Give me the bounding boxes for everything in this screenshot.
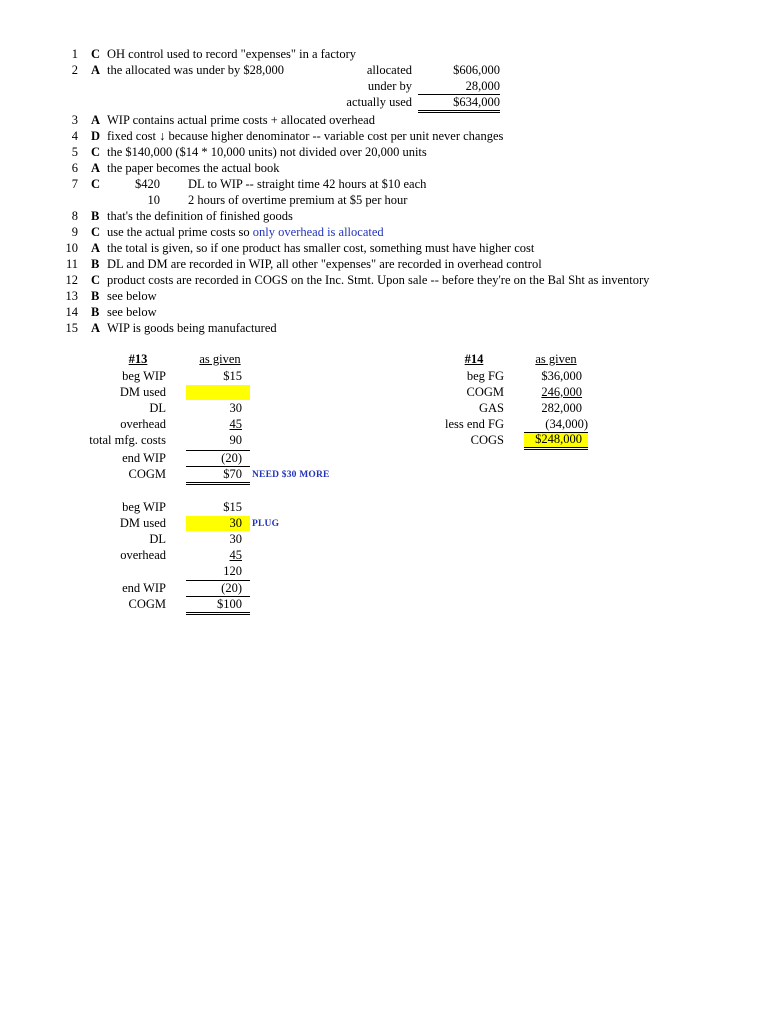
answer-explanation xyxy=(107,257,542,272)
solved-label-dl: DL xyxy=(149,532,166,546)
answer-number: 2 xyxy=(71,63,78,77)
q14-header: #14 xyxy=(464,352,484,366)
answer-explanation xyxy=(107,305,157,320)
q7-amount-1: $420 xyxy=(135,177,160,191)
answer-number: 5 xyxy=(71,145,78,159)
answer-letter: A xyxy=(91,63,101,77)
answer-explanation xyxy=(107,241,534,256)
q13-label-dl: DL xyxy=(149,401,166,415)
q7-text-1: DL to WIP -- straight time 42 hours at $10 each xyxy=(188,177,427,191)
q13-label-total: total mfg. costs xyxy=(89,433,166,447)
answer-letter: D xyxy=(91,129,101,143)
answer-explanation xyxy=(107,225,384,240)
actually-used-label: actually used xyxy=(346,95,412,109)
solved-value-beg-wip: $15 xyxy=(223,500,242,514)
q13-value-cogm: $70 xyxy=(186,466,250,485)
answer-letter: B xyxy=(91,257,100,271)
solved-value-end-wip: (20) xyxy=(186,580,250,596)
answer-letter: C xyxy=(91,47,101,61)
answer-explanation-text: use the actual prime costs so xyxy=(107,225,253,239)
q14-label-gas: GAS xyxy=(478,401,504,415)
answer-letter: C xyxy=(91,177,101,191)
answer-explanation-text: the allocated was under by $28,000 xyxy=(107,63,285,77)
answer-explanation-text: that's the definition of finished goods xyxy=(107,209,293,223)
q14-value-gas: 282,000 xyxy=(541,401,582,415)
q14-value-cogs: $248,000 xyxy=(524,432,588,450)
answer-number: 7 xyxy=(71,177,78,191)
answer-number: 1 xyxy=(71,47,78,61)
q14-value-cogm: 246,000 xyxy=(541,385,582,399)
answer-explanation xyxy=(107,129,503,144)
q13-value-overhead: 45 xyxy=(229,417,242,431)
answer-number: 14 xyxy=(65,305,78,319)
answer-explanation-text: see below xyxy=(107,289,157,303)
solved-label-beg-wip: beg WIP xyxy=(122,500,166,514)
q14-label-beg-fg: beg FG xyxy=(466,369,504,383)
q7-amount-2: 10 xyxy=(147,193,160,207)
q7-text-2: 2 hours of overtime premium at $5 per hour xyxy=(188,193,408,207)
answer-explanation-text: the total is given, so if one product has smaller cost, something must have higher cost xyxy=(107,241,535,255)
q13-label-end-wip: end WIP xyxy=(122,451,166,465)
answer-explanation xyxy=(107,47,356,62)
answer-explanation xyxy=(107,113,375,128)
solved-label-cogm: COGM xyxy=(128,597,166,611)
solved-label-end-wip: end WIP xyxy=(122,581,166,595)
answer-letter: A xyxy=(91,321,101,335)
answer-explanation xyxy=(107,145,427,160)
q14-value-beg-fg: $36,000 xyxy=(541,369,582,383)
q14-given-header: as given xyxy=(535,352,577,366)
answer-highlight-text: only overhead is allocated xyxy=(252,225,384,239)
answer-letter: A xyxy=(91,241,101,255)
answer-letter: B xyxy=(91,209,100,223)
answer-explanation xyxy=(107,63,284,78)
q13-value-end-wip: (20) xyxy=(186,450,250,466)
answer-letter: C xyxy=(91,273,101,287)
answer-explanation-text: WIP contains actual prime costs + allocated overhead xyxy=(107,113,375,127)
plug-note: PLUG xyxy=(252,519,280,529)
answer-explanation-text: WIP is goods being manufactured xyxy=(107,321,277,335)
actually-used-value: $634,000 xyxy=(418,94,500,113)
q13-value-dl: 30 xyxy=(229,401,242,415)
solved-value-dm-used: 30 xyxy=(229,516,242,530)
answer-number: 9 xyxy=(71,225,78,239)
q13-header: #13 xyxy=(128,352,148,366)
q13-value-total: 90 xyxy=(229,433,242,447)
answer-explanation-text: the paper becomes the actual book xyxy=(107,161,280,175)
answer-explanation xyxy=(107,209,293,224)
q13-label-cogm: COGM xyxy=(128,467,166,481)
dm-used-highlight xyxy=(186,385,250,400)
answer-letter: A xyxy=(91,161,101,175)
answer-explanation-text: DL and DM are recorded in WIP, all other "expenses" are recorded in overhead control xyxy=(107,257,542,271)
allocated-label: allocated xyxy=(366,63,412,77)
under-by-value: 28,000 xyxy=(465,79,500,93)
solved-value-dl: 30 xyxy=(229,532,242,546)
q14-label-end-fg: less end FG xyxy=(444,417,504,431)
answer-number: 13 xyxy=(65,289,78,303)
answer-explanation xyxy=(107,273,649,288)
answer-explanation xyxy=(107,321,277,336)
answer-letter: C xyxy=(91,225,101,239)
q13-value-beg-wip: $15 xyxy=(223,369,242,383)
q14-label-cogm: COGM xyxy=(466,385,504,399)
answer-letter: B xyxy=(91,289,100,303)
q13-given-header: as given xyxy=(199,352,241,366)
answer-number: 4 xyxy=(71,129,78,143)
answer-explanation-text: the $140,000 ($14 * 10,000 units) not divided over 20,000 units xyxy=(107,145,427,159)
answer-number: 3 xyxy=(71,113,78,127)
q13-label-overhead: overhead xyxy=(120,417,166,431)
q14-label-cogs: COGS xyxy=(470,433,504,447)
answer-explanation-text: fixed cost ↓ because higher denominator -- variable cost per unit never changes xyxy=(107,129,504,143)
allocated-value: $606,000 xyxy=(453,63,500,77)
solved-value-subtotal: 120 xyxy=(223,564,242,578)
answer-letter: B xyxy=(91,305,100,319)
solved-value-overhead: 45 xyxy=(229,548,242,562)
answer-explanation-text: product costs are recorded in COGS on the Inc. Stmt. Upon sale -- before they're on the Bal Sht as inventory xyxy=(107,273,650,287)
q13-label-beg-wip: beg WIP xyxy=(122,369,166,383)
under-by-label: under by xyxy=(367,79,412,93)
answer-letter: A xyxy=(91,113,101,127)
answer-number: 11 xyxy=(65,257,78,271)
answer-explanation-text: OH control used to record "expenses" in a factory xyxy=(107,47,357,61)
answer-number: 12 xyxy=(65,273,78,287)
solved-label-dm-used: DM used xyxy=(119,516,166,530)
answer-letter: C xyxy=(91,145,101,159)
answer-explanation xyxy=(107,161,280,176)
answer-number: 10 xyxy=(65,241,78,255)
need-more-note: NEED $30 MORE xyxy=(252,470,330,480)
q14-value-end-fg: (34,000) xyxy=(524,417,588,433)
answer-number: 8 xyxy=(71,209,78,223)
q13-label-dm-used: DM used xyxy=(119,385,166,399)
solved-label-overhead: overhead xyxy=(120,548,166,562)
answer-number: 15 xyxy=(65,321,78,335)
answer-explanation xyxy=(107,289,157,304)
answer-explanation-text: see below xyxy=(107,305,157,319)
solved-value-cogm: $100 xyxy=(186,596,250,615)
answer-number: 6 xyxy=(71,161,78,175)
